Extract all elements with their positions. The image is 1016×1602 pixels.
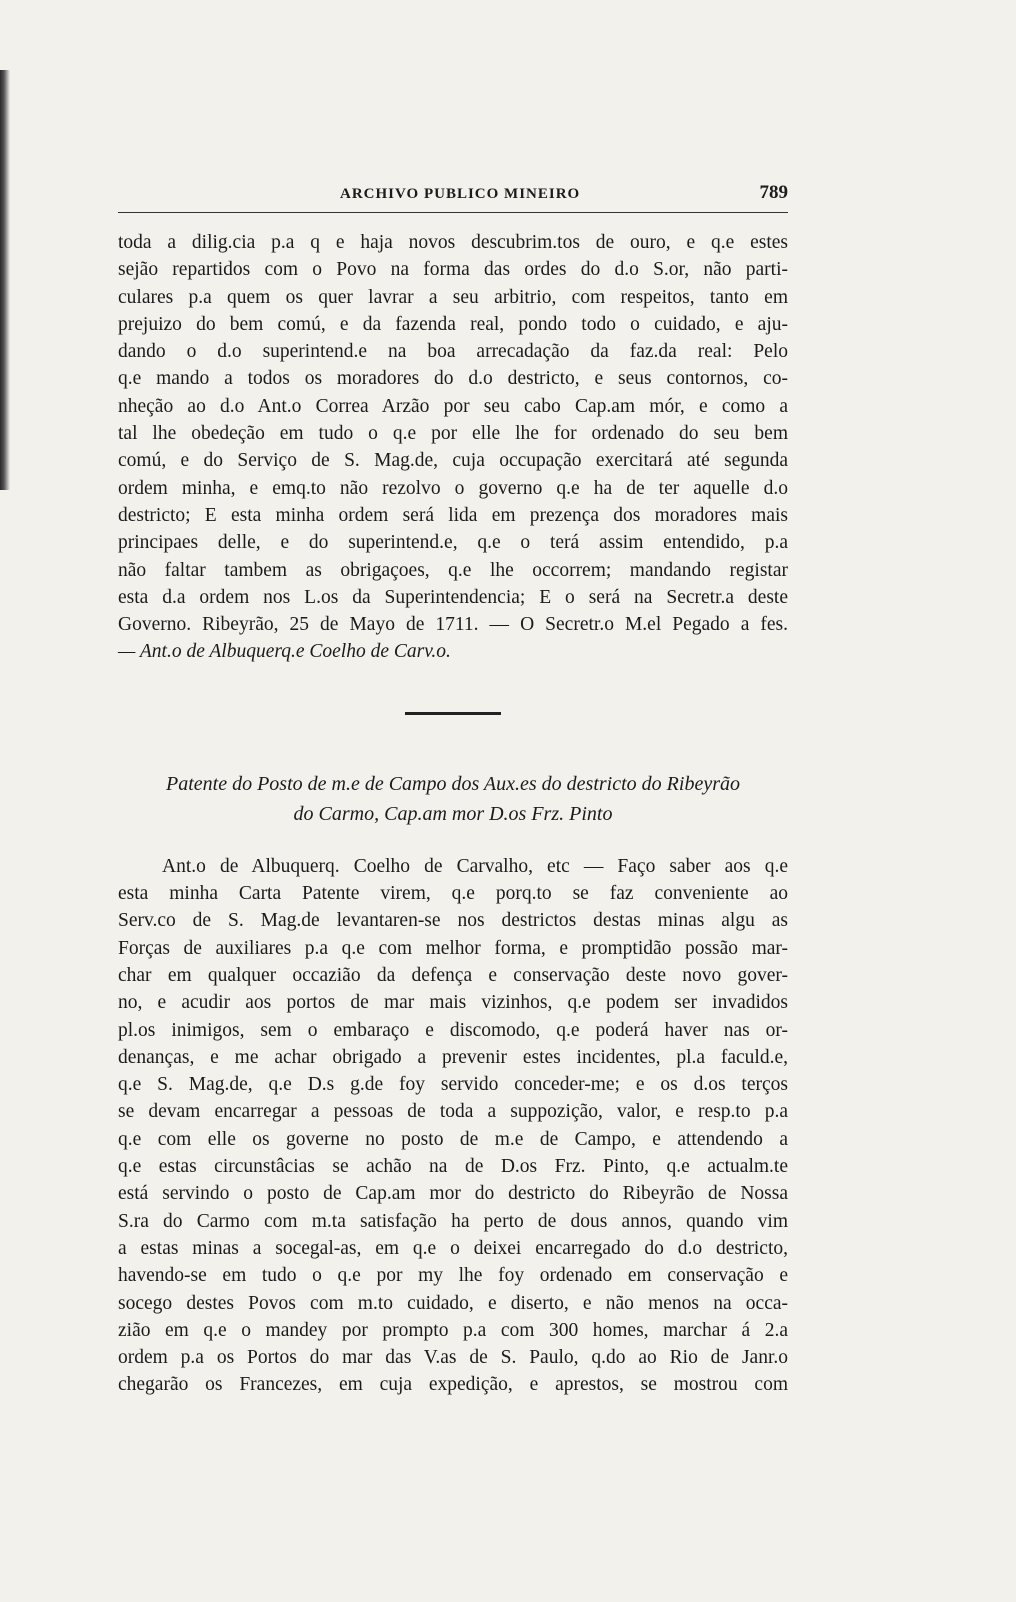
text-line: no, e acudir aos portos de mar mais vizinhos, q.e podem ser invadidos (118, 992, 788, 1014)
text-line: q.e estas circunstâcias se achão na de D.os Frz. Pinto, q.e actualm.te (118, 1156, 788, 1178)
document-title-line: do Carmo, Cap.am mor D.os Frz. Pinto (293, 802, 613, 825)
text-line: havendo-se em tudo o q.e por my lhe foy ordenado em conservação e (118, 1265, 788, 1287)
text-line: prejuizo do bem comú, e da fazenda real, pondo todo o cuidado, e aju- (118, 313, 788, 335)
text-line: denanças, e me achar obrigado a prevenir estes incidentes, pl.a faculd.e, (118, 1046, 788, 1068)
text-line: ordem p.a os Portos do mar das V.as de S. Paulo, q.do ao Rio de Janr.o (118, 1347, 788, 1369)
text-line: chegarão os Francezes, em cuja expedição, e aprestos, se mostrou com (118, 1374, 788, 1396)
second-paragraph (118, 853, 788, 1399)
running-title: ARCHIVO PUBLICO MINEIRO (340, 186, 581, 202)
text-line: pl.os inimigos, sem o embaraço e discomodo, q.e poderá haver nas or- (118, 1019, 788, 1041)
text-line: q.e S. Mag.de, q.e D.s g.de foy servido conceder-me; e os d.os terços (118, 1074, 788, 1096)
text-line: char em qualquer occazião da defença e conservação deste novo gover- (118, 964, 788, 986)
text-line: esta minha Carta Patente virem, q.e porq.to se faz conveniente ao (118, 883, 788, 905)
document-page (118, 172, 788, 1399)
text-line: Governo. Ribeyrão, 25 de Mayo de 1711. — O Secretr.o M.el Pegado a fes. (118, 614, 788, 636)
text-line: S.ra do Carmo com m.ta satisfação ha perto de dous annos, quando vim (118, 1210, 788, 1232)
text-line: a estas minas a socegal-as, em q.e o deixei encarregado do d.o destricto, (118, 1237, 788, 1259)
text-line: não faltar tambem as obrigaçoes, q.e lhe occorrem; mandando registar (118, 559, 788, 581)
text-line: socego destes Povos com m.to cuidado, e diserto, e não menos na occa- (118, 1292, 788, 1314)
text-line: comú, e do Serviço de S. Mag.de, cuja occupação exercitará até segunda (118, 450, 788, 472)
text-line: esta d.a ordem nos L.os da Superintendencia; E o será na Secretr.a deste (118, 586, 788, 608)
text-line: Serv.co de S. Mag.de levantaren-se nos destrictos destas minas algu as (118, 910, 788, 932)
scan-binding-edge (0, 70, 10, 490)
text-line: principaes delle, e do superintend.e, q.e o terá assim entendido, p.a (118, 532, 788, 554)
first-paragraph (118, 229, 788, 666)
document-title (118, 769, 788, 829)
text-line: ordem minha, e emq.to não rezolvo o governo q.e ha de ter aquelle d.o (118, 477, 788, 499)
section-divider (405, 712, 501, 715)
text-line: destricto; E esta minha ordem será lida em prezença dos moradores mais (118, 504, 788, 526)
text-line: Ant.o de Albuquerq. Coelho de Carvalho, etc — Faço saber aos q.e (162, 855, 788, 877)
text-line: Forças de auxiliares p.a q.e com melhor forma, e promptidão possão mar- (118, 937, 788, 959)
text-line: q.e com elle os governe no posto de m.e de Campo, e attendendo a (118, 1128, 788, 1150)
text-line: zião em q.e o mandey por prompto p.a com 300 homes, marchar á 2.a (118, 1319, 788, 1341)
text-line: tal lhe obedeção em tudo o q.e por elle lhe for ordenado do seu bem (118, 423, 788, 445)
signature-line: — Ant.o de Albuquerq.e Coelho de Carv.o. (118, 641, 451, 663)
text-line: dando o d.o superintend.e na boa arrecadação da faz.da real: Pelo (118, 341, 788, 363)
text-line: toda a dilig.cia p.a q e haja novos descubrim.tos de ouro, e q.e estes (118, 232, 788, 253)
document-title-line: Patente do Posto de m.e de Campo dos Aux.es do destricto do Ribeyrão (166, 772, 740, 795)
text-line: está servindo o posto de Cap.am mor do destricto do Ribeyrão de Nossa (118, 1183, 788, 1205)
page-header (118, 172, 788, 213)
page-number: 789 (759, 182, 788, 203)
text-line: q.e mando a todos os moradores do d.o destricto, e seus contornos, co- (118, 368, 788, 390)
text-line: se devam encarregar a pessoas de toda a suppozição, valor, e resp.to p.a (118, 1101, 788, 1123)
text-line: culares p.a quem os quer lavrar a seu arbitrio, com respeitos, tanto em (118, 286, 788, 308)
text-line: nheção ao d.o Ant.o Correa Arzão por seu cabo Cap.am mór, e como a (118, 395, 788, 417)
text-line: sejão repartidos com o Povo na forma das ordes do d.o S.or, não parti- (118, 259, 788, 281)
